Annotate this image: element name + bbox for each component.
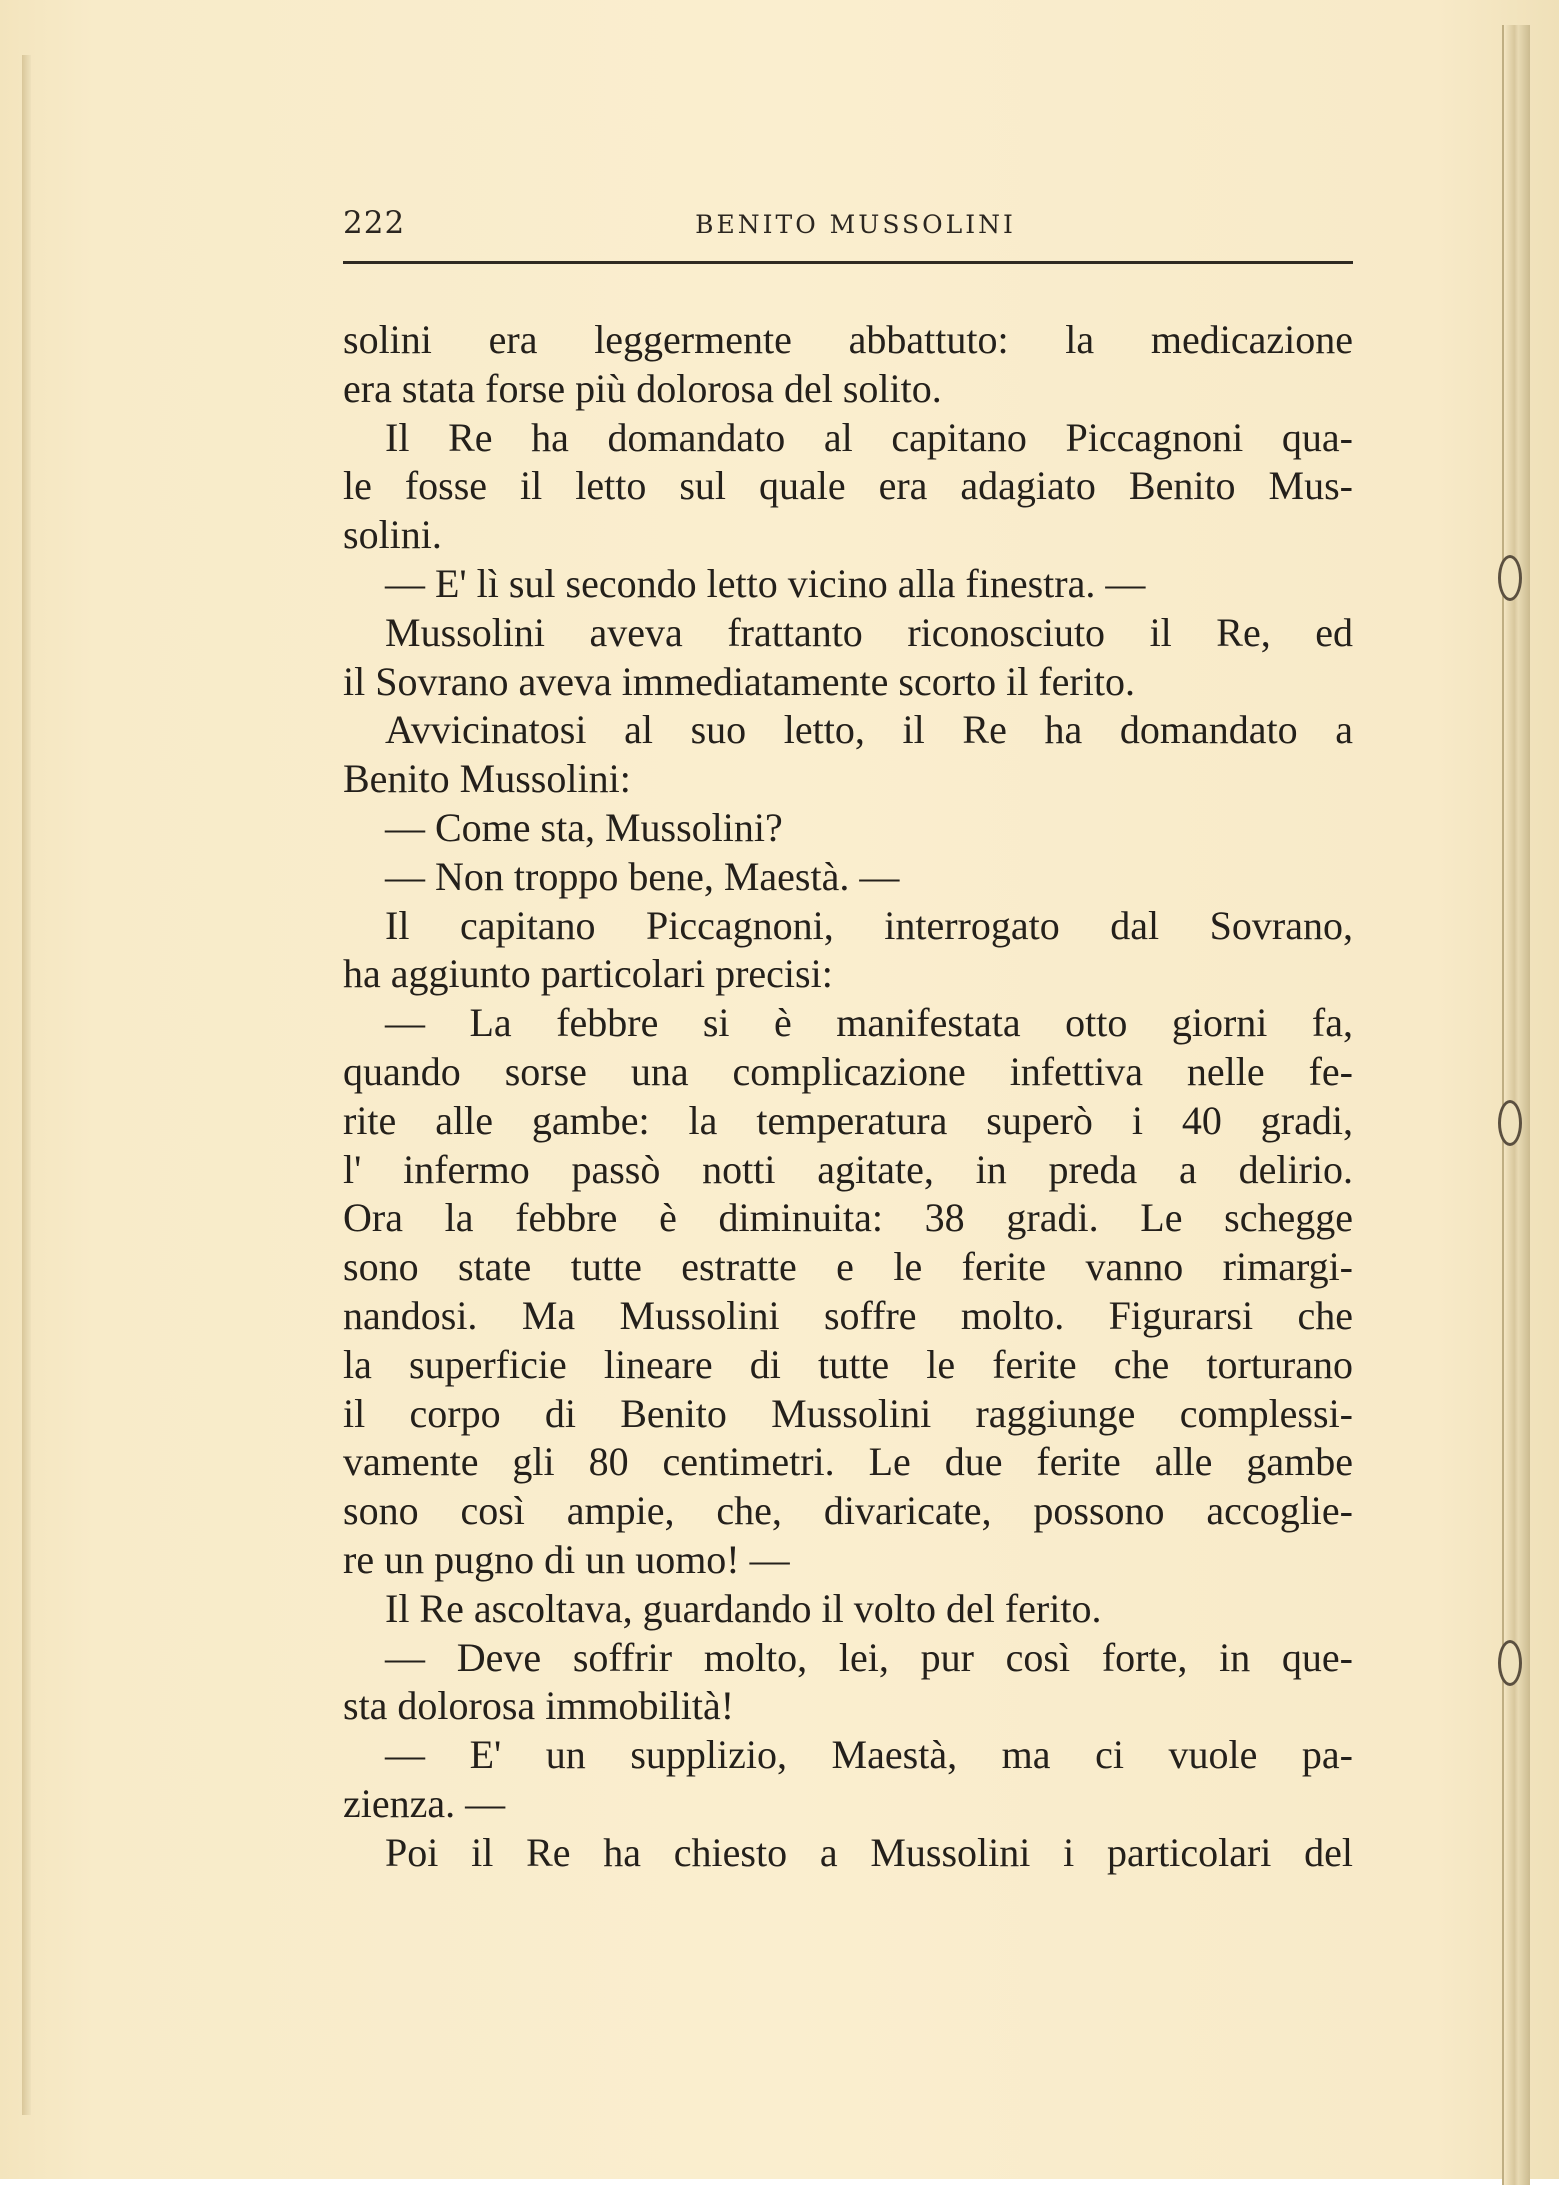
text-line: Il Re ascoltava, guardando il volto del ferito. [385,1585,1102,1631]
text-line: ha aggiunto particolari precisi: [343,951,833,997]
body-text [343,316,1353,1878]
text-line: — Non troppo bene, Maestà. — [385,853,900,899]
book-binding-edge [1502,25,1530,2185]
text-line: l' infermo passò notti agitate, in preda a delirio. [343,1146,1353,1192]
text-line: Il capitano Piccagnoni, interrogato dal Sovrano, [385,902,1353,948]
text-line: Mussolini aveva frattanto riconosciuto il Re, ed [385,609,1353,655]
text-line: — Deve soffrir molto, lei, pur così forte, in que- [385,1634,1353,1680]
text-line: vamente gli 80 centimetri. Le due ferite alle gambe [343,1439,1353,1485]
text-line: re un pugno di un uomo! — [343,1536,790,1582]
text-line: Poi il Re ha chiesto a Mussolini i particolari del [385,1829,1353,1875]
text-line: sono state tutte estratte e le ferite vanno rimargi- [343,1244,1353,1290]
binding-hole-mark [1498,1640,1522,1686]
text-line: quando sorse una complicazione infettiva nelle fe- [343,1048,1353,1094]
page-number: 222 [343,205,406,241]
text-line: — La febbre si è manifestata otto giorni fa, [385,1000,1353,1046]
text-line: Avvicinatosi al suo letto, il Re ha domandato a [385,707,1353,753]
text-line: sono così ampie, che, divaricate, possono accoglie- [343,1488,1353,1534]
text-line: Il Re ha domandato al capitano Piccagnoni qua- [385,414,1353,460]
text-line: rite alle gambe: la temperatura superò i 40 gradi, [343,1097,1353,1143]
text-line: — E' lì sul secondo letto vicino alla finestra. — [385,560,1146,606]
text-line: solini. [343,512,442,558]
text-line: Ora la febbre è diminuita: 38 gradi. Le schegge [343,1195,1353,1241]
text-line: — E' un supplizio, Maestà, ma ci vuole pa- [385,1732,1353,1778]
text-line: nandosi. Ma Mussolini soffre molto. Figurarsi che [343,1292,1353,1338]
page-left-edge-shadow [22,55,31,2115]
text-line: zienza. — [343,1780,506,1826]
page-content [343,205,1353,1878]
text-line: era stata forse più dolorosa del solito. [343,365,942,411]
running-head: BENITO MUSSOLINI [695,210,1016,239]
text-line: le fosse il letto sul quale era adagiato Benito Mus- [343,463,1353,509]
text-line: sta dolorosa immobilità! [343,1683,735,1729]
text-line: — Come sta, Mussolini? [385,804,783,850]
text-line: solini era leggermente abbattuto: la medicazione [343,317,1353,362]
text-line: il corpo di Benito Mussolini raggiunge complessi- [343,1390,1353,1436]
text-line: il Sovrano aveva immediatamente scorto il ferito. [343,658,1135,704]
text-line: la superficie lineare di tutte le ferite che torturano [343,1341,1353,1387]
binding-hole-mark [1498,555,1522,601]
text-line: Benito Mussolini: [343,756,631,802]
binding-hole-mark [1498,1100,1522,1146]
page-header [343,205,1353,249]
header-rule [343,261,1353,264]
